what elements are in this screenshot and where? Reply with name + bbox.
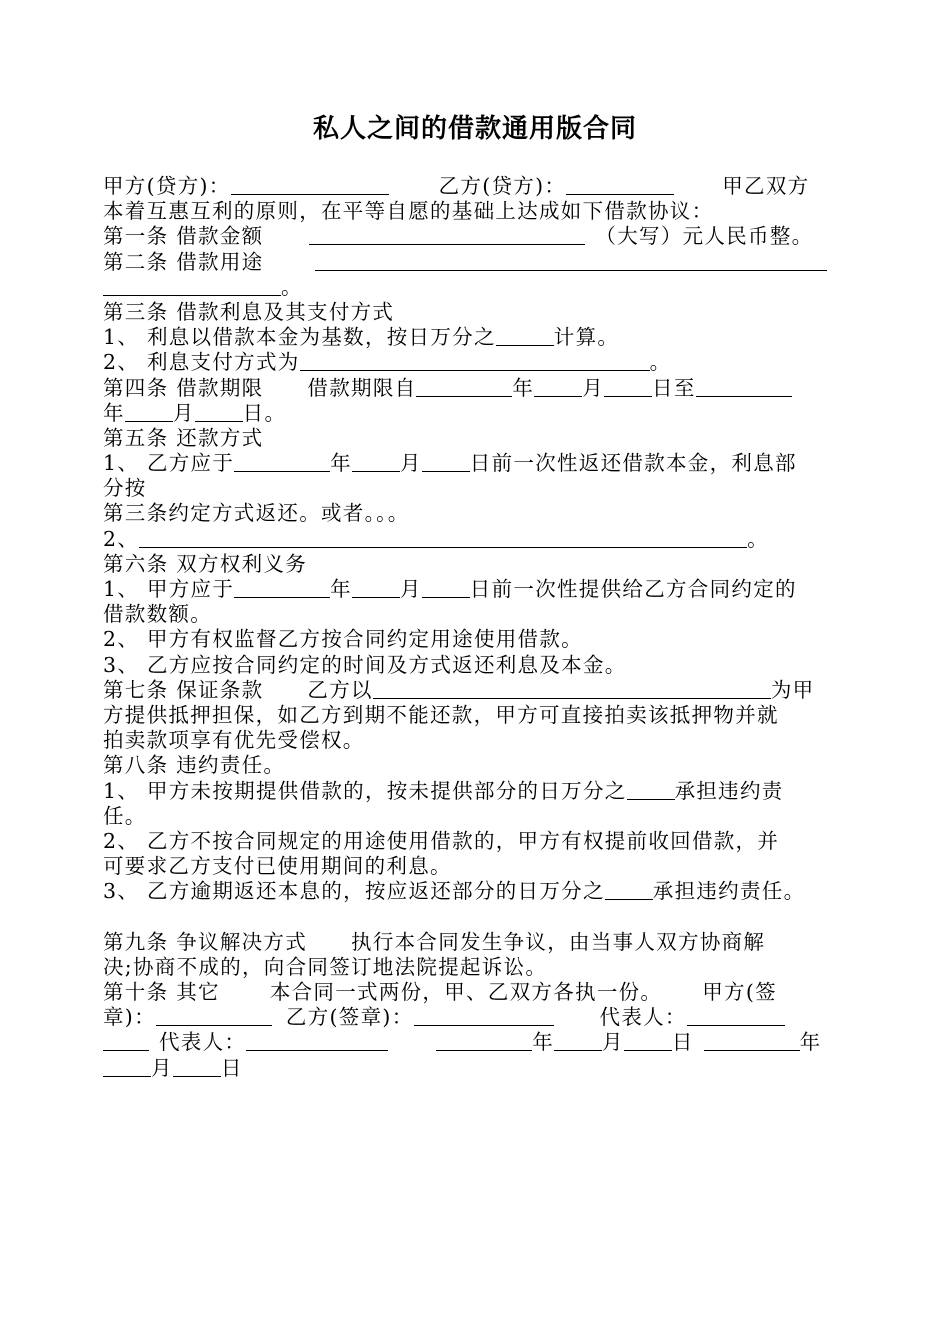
- party-b-signature-blank[interactable]: [414, 1005, 554, 1026]
- representative-a-label: 代表人：: [599, 1005, 687, 1030]
- date-a-year-blank[interactable]: [436, 1030, 532, 1051]
- item-text: 年: [330, 577, 352, 601]
- item-text: 日至: [652, 375, 696, 400]
- item-text: 日: [220, 1055, 243, 1080]
- article-3-item-1: [103, 325, 855, 350]
- article-1: [103, 224, 855, 249]
- article-2: [103, 250, 855, 275]
- article-9: [103, 930, 855, 955]
- representative-a-blank[interactable]: [687, 1005, 785, 1026]
- party-a-label: 甲方(贷方)：: [103, 174, 231, 198]
- provide-year-blank[interactable]: [234, 577, 330, 598]
- article-8-item-1: [103, 779, 855, 804]
- document-title: 私人之间的借款通用版合同: [312, 114, 637, 144]
- article-4-label: 第四条 借款期限: [103, 375, 264, 400]
- item-text: 年: [512, 375, 535, 400]
- loan-amount-blank[interactable]: [309, 224, 585, 245]
- item-text: 日前一次性返还借款本金，利息部: [469, 451, 797, 476]
- loan-purpose-blank-2[interactable]: [103, 275, 281, 296]
- party-b-blank[interactable]: [566, 174, 674, 195]
- parties-agree-text: 甲乙双方: [722, 174, 810, 198]
- item-text: 执行本合同发生争议，由当事人双方协商解: [351, 929, 766, 954]
- article-3-label: 第三条 借款利息及其支付方式: [103, 299, 395, 324]
- date-b-day-blank[interactable]: [173, 1056, 221, 1077]
- article-7: [103, 678, 855, 703]
- item-text: 借款期限自: [307, 375, 417, 400]
- article-4-continued: [103, 401, 855, 426]
- article-1-tail: （大写）元人民币整。: [595, 224, 814, 249]
- item-text: 2、: [103, 526, 140, 551]
- article-6-item-2: 2、 甲方有权监督乙方按合同约定用途使用借款。: [103, 627, 583, 652]
- item-text: 。: [649, 350, 672, 375]
- item-text: 1、 利息以借款本金为基数，按日万分之: [103, 325, 496, 350]
- item-text: 。: [747, 526, 769, 551]
- start-day-blank[interactable]: [604, 376, 652, 397]
- parties-line: [103, 174, 855, 199]
- article-1-label: 第一条 借款金额: [103, 224, 264, 249]
- loan-purpose-blank[interactable]: [315, 250, 827, 271]
- signature-line-3: [103, 1056, 855, 1081]
- penalty-rate-b-blank[interactable]: [605, 879, 653, 900]
- item-text: 乙方以: [307, 677, 373, 702]
- article-9-cont: 决;协商不成的，向合同签订地法院提起诉讼。: [103, 954, 548, 979]
- article-7-label: 第七条 保证条款: [103, 677, 264, 702]
- article-4: [103, 376, 855, 401]
- item-text: 承担违约责任。: [652, 879, 806, 904]
- interest-payment-blank[interactable]: [300, 350, 650, 371]
- article-8-item-1-cont: 任。: [103, 803, 147, 828]
- article-2-period: 。: [281, 274, 303, 299]
- party-b-signature-label: 乙方(签章)：: [285, 1005, 414, 1030]
- date-b-month-blank[interactable]: [103, 1056, 151, 1077]
- repay-other-blank[interactable]: [139, 527, 747, 548]
- end-year-blank[interactable]: [696, 376, 792, 397]
- representative-b-label: 代表人：: [159, 1030, 247, 1055]
- repay-month-blank[interactable]: [352, 451, 400, 472]
- repay-year-blank[interactable]: [234, 451, 330, 472]
- article-6-label: 第六条 双方权利义务: [103, 551, 308, 576]
- item-text: 为甲: [770, 677, 815, 702]
- party-b-label: 乙方(贷方)：: [438, 174, 567, 198]
- intro-line: 本着互惠互利的原则，在平等自愿的基础上达成如下借款协议：: [103, 199, 714, 224]
- date-a-day-blank[interactable]: [624, 1030, 672, 1051]
- party-a-signature-label-end: 章)：: [103, 1005, 156, 1030]
- item-text: 日: [671, 1030, 694, 1055]
- signature-line-2: [103, 1030, 855, 1055]
- item-text: 月: [399, 451, 422, 476]
- contract-body: [103, 174, 855, 1081]
- item-text: 3、 乙方逾期返还本息的，按应返还部分的日万分之: [103, 879, 605, 904]
- signature-line-1: [103, 1005, 855, 1030]
- item-text: 本合同一式两份，甲、乙双方各执一份。: [269, 980, 663, 1004]
- item-text: 日: [242, 400, 265, 425]
- party-a-blank[interactable]: [231, 174, 389, 195]
- item-text: 年: [330, 451, 352, 476]
- blank-line: [103, 904, 855, 929]
- article-10-label: 第十条 其它: [103, 980, 220, 1004]
- article-10: [103, 980, 855, 1005]
- item-text: 年: [103, 400, 125, 425]
- provide-day-blank[interactable]: [422, 577, 470, 598]
- item-text: 承担违约责: [674, 778, 784, 803]
- article-2-continued: [103, 275, 855, 300]
- end-month-blank[interactable]: [125, 401, 173, 422]
- item-text: 1、 甲方应于: [103, 577, 235, 601]
- article-7-cont2: 拍卖款项享有优先受偿权。: [103, 728, 365, 753]
- article-6-item-1-cont: 借款数额。: [103, 602, 212, 627]
- interest-rate-blank[interactable]: [496, 325, 554, 346]
- provide-month-blank[interactable]: [352, 577, 400, 598]
- item-text: 年: [799, 1030, 822, 1055]
- representative-a-blank-2[interactable]: [103, 1030, 149, 1051]
- article-5-item-1-cont2: 第三条约定方式返还。或者。。。: [103, 501, 410, 526]
- party-a-signature-blank[interactable]: [156, 1005, 272, 1026]
- article-6-item-1: [103, 577, 855, 602]
- item-text: 月: [582, 375, 605, 400]
- end-day-blank[interactable]: [195, 401, 243, 422]
- article-7-cont: 方提供抵押担保，如乙方到期不能还款，甲方可直接拍卖该抵押物并就: [103, 702, 779, 727]
- item-text: 月: [151, 1055, 173, 1080]
- article-8-label: 第八条 违约责任。: [103, 753, 286, 778]
- party-a-signature-label: 甲方(签: [702, 980, 777, 1004]
- item-text: 计算。: [553, 325, 620, 350]
- item-text: 年: [532, 1030, 555, 1055]
- item-text: 1、 乙方应于: [103, 451, 235, 476]
- article-2-label: 第二条 借款用途: [103, 249, 264, 274]
- article-8-item-2: 2、 乙方不按合同规定的用途使用借款的，甲方有权提前收回借款，并: [103, 828, 780, 853]
- representative-b-blank[interactable]: [246, 1030, 388, 1051]
- item-text: 日前一次性提供给乙方合同约定的: [469, 577, 797, 601]
- start-month-blank[interactable]: [534, 376, 582, 397]
- item-text: 1、 甲方未按期提供借款的，按未提供部分的日万分之: [103, 778, 627, 803]
- item-text: 。: [264, 400, 287, 425]
- penalty-rate-a-blank[interactable]: [627, 779, 675, 800]
- article-5-item-1-cont: 分按: [103, 476, 147, 501]
- article-8-item-3: [103, 879, 855, 904]
- item-text: 2、 利息支付方式为: [103, 350, 300, 375]
- repay-day-blank[interactable]: [422, 451, 470, 472]
- article-5-item-1: [103, 451, 855, 476]
- item-text: 月: [602, 1030, 624, 1055]
- article-9-label: 第九条 争议解决方式: [103, 929, 308, 954]
- article-5-item-2: [103, 527, 855, 552]
- article-8-item-2-cont: 可要求乙方支付已使用期间的利息。: [103, 854, 452, 879]
- article-5-label: 第五条 还款方式: [103, 425, 264, 450]
- collateral-blank[interactable]: [373, 678, 771, 699]
- item-text: 月: [399, 577, 422, 601]
- date-b-year-blank[interactable]: [704, 1030, 800, 1051]
- article-3-item-2: [103, 350, 855, 375]
- start-year-blank[interactable]: [416, 376, 512, 397]
- item-text: 月: [172, 400, 195, 425]
- date-a-month-blank[interactable]: [554, 1030, 602, 1051]
- article-6-item-3: 3、 乙方应按合同约定的时间及方式返还利息及本金。: [103, 652, 627, 677]
